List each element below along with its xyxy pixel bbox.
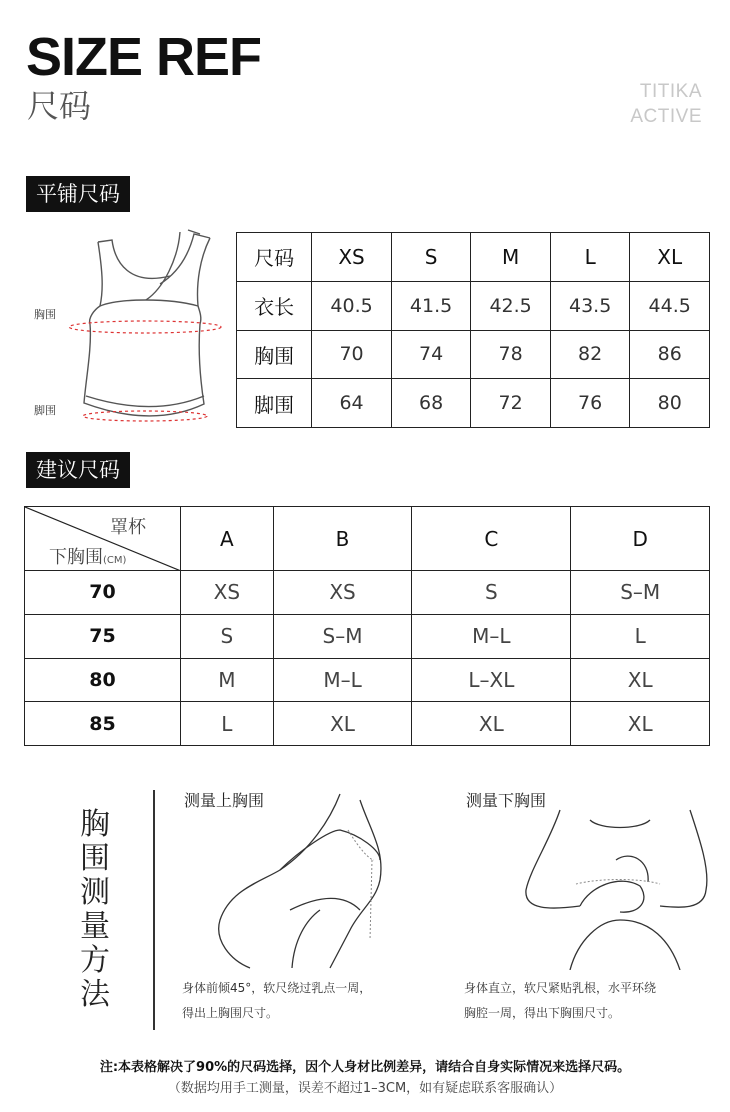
table-row — [25, 658, 710, 702]
table-row — [25, 614, 710, 658]
table-header-row — [25, 507, 710, 571]
size-cell: XL — [571, 702, 710, 746]
corner-unit: (CM) — [103, 555, 127, 566]
under-desc-line-2: 胸腔一周，得出下胸围尺寸。 — [464, 1006, 621, 1020]
upper-desc-line-2: 得出上胸围尺寸。 — [182, 1006, 279, 1020]
table-cell: 43.5 — [550, 281, 630, 330]
divider-line — [153, 790, 155, 1030]
size-cell: M–L — [412, 614, 571, 658]
title-char: 围 — [80, 841, 110, 876]
under-desc-line-1: 身体直立，软尺紧贴乳根，水平环绕 — [464, 981, 657, 995]
size-cell: L — [181, 702, 274, 746]
upper-desc-line-1: 身体前倾45°，软尺绕过乳点一周， — [182, 981, 372, 995]
table-cell: 78 — [471, 330, 551, 379]
page-subtitle: 尺码 — [27, 87, 92, 125]
table-cell: 76 — [550, 379, 630, 428]
title-char: 方 — [80, 943, 110, 978]
label-hem: 脚围 — [34, 404, 56, 417]
brand-line-1: TITIKA — [639, 81, 702, 102]
band-cell: 85 — [25, 702, 181, 746]
table-cell: 74 — [391, 330, 471, 379]
label-chest: 胸围 — [34, 308, 56, 321]
size-cell: S–M — [273, 614, 412, 658]
table-row — [237, 281, 710, 330]
note-sub: （数据均用手工测量，误差不超过1–3CM，如有疑虑联系客服确认） — [167, 1081, 563, 1096]
title-char: 法 — [80, 977, 110, 1012]
band-cell: 80 — [25, 658, 181, 702]
section-tag-suggested-size: 建议尺码 — [26, 452, 130, 488]
flat-size-table — [236, 232, 710, 428]
size-cell: M — [181, 658, 274, 702]
header-cell: XS — [312, 233, 392, 282]
page-title: SIZE REF — [26, 27, 262, 87]
suggested-size-table — [24, 506, 710, 746]
size-cell: XL — [412, 702, 571, 746]
upper-bust-description — [182, 976, 371, 1026]
table-header-row — [237, 233, 710, 282]
sports-bra-illustration — [60, 228, 228, 433]
cup-header: C — [412, 507, 571, 571]
table-row — [25, 571, 710, 615]
size-cell: L — [571, 614, 710, 658]
title-char: 胸 — [80, 807, 110, 842]
band-cell: 70 — [25, 571, 181, 615]
header-cell: S — [391, 233, 471, 282]
header-cell: L — [550, 233, 630, 282]
size-cell: S–M — [571, 571, 710, 615]
corner-header-cell — [25, 507, 181, 571]
measure-method-title — [78, 808, 112, 1012]
header-cell: M — [471, 233, 551, 282]
upper-bust-caption: 测量上胸围 — [184, 791, 265, 810]
size-cell: XS — [181, 571, 274, 615]
table-cell: 44.5 — [630, 281, 710, 330]
brand-logo — [630, 80, 702, 129]
table-cell: 42.5 — [471, 281, 551, 330]
size-cell: S — [181, 614, 274, 658]
corner-band-label — [49, 543, 126, 569]
row-label: 脚围 — [237, 379, 312, 428]
upper-bust-illustration — [210, 790, 390, 970]
cup-header: D — [571, 507, 710, 571]
size-cell: XS — [273, 571, 412, 615]
size-cell: L–XL — [412, 658, 571, 702]
size-cell: S — [412, 571, 571, 615]
corner-cup-label: 罩杯 — [110, 517, 146, 538]
table-row — [237, 330, 710, 379]
table-cell: 80 — [630, 379, 710, 428]
title-char: 量 — [80, 909, 110, 944]
under-bust-caption: 测量下胸围 — [466, 791, 547, 810]
under-bust-illustration — [520, 790, 720, 970]
cup-header: A — [181, 507, 274, 571]
title-char: 测 — [80, 875, 110, 910]
table-row — [25, 702, 710, 746]
size-cell: M–L — [273, 658, 412, 702]
brand-line-2: ACTIVE — [630, 105, 702, 127]
under-bust-description — [464, 976, 656, 1026]
corner-band-text: 下胸围 — [49, 547, 103, 568]
band-cell: 75 — [25, 614, 181, 658]
header-cell: 尺码 — [237, 233, 312, 282]
table-cell: 70 — [312, 330, 392, 379]
table-cell: 64 — [312, 379, 392, 428]
cup-header: B — [273, 507, 412, 571]
note-main: 注:本表格解决了90%的尺码选择，因个人身材比例差异，请结合自身实际情况来选择尺码。 — [99, 1060, 631, 1075]
table-cell: 72 — [471, 379, 551, 428]
table-cell: 41.5 — [391, 281, 471, 330]
size-cell: XL — [273, 702, 412, 746]
table-row — [237, 379, 710, 428]
row-label: 衣长 — [237, 281, 312, 330]
size-cell: XL — [571, 658, 710, 702]
row-label: 胸围 — [237, 330, 312, 379]
table-cell: 86 — [630, 330, 710, 379]
header-cell: XL — [630, 233, 710, 282]
table-cell: 68 — [391, 379, 471, 428]
section-tag-flat-size: 平铺尺码 — [26, 176, 130, 212]
table-cell: 82 — [550, 330, 630, 379]
table-cell: 40.5 — [312, 281, 392, 330]
